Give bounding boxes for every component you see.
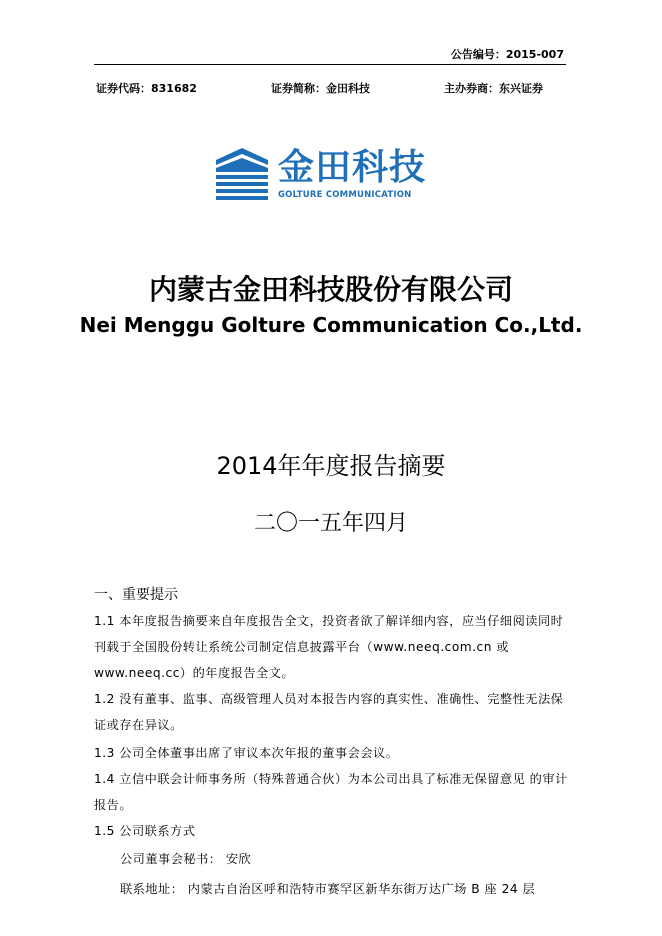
sponsor-broker: 主办券商：东兴证券 [444,82,543,95]
company-name-chinese: 内蒙古金田科技股份有限公司 [148,273,513,306]
announcement-number: 公告编号：2015-007 [450,48,564,61]
company-logo [214,146,427,206]
notice-item: 1.2 没有董事、监事、高级管理人员对本报告内容的真实性、准确性、完整性无法保证或存在异议。 [94,692,564,732]
report-date: 二〇一五年四月 [253,511,408,536]
logo-english-text: GOLTURE COMMUNICATION [278,190,412,200]
notice-item: 1.5 公司联系方式 [94,824,196,838]
contact-secretary: 公司董事会秘书： 安欣 [120,852,252,866]
contact-address: 联系地址： 内蒙古自治区呼和浩特市赛罕区新华东街万达广场 B 座 24 层 [120,882,536,896]
notice-item: 1.4 立信中联会计师事务所（特殊普通合伙）为本公司出具了标准无保留意见 的审计报告。 [94,772,568,812]
section-heading: 一、重要提示 [94,587,178,603]
stock-code: 证券代码：831682 [96,82,197,95]
building-logo-icon [214,146,270,202]
notice-item: 1.3 公司全体董事出席了审议本次年报的董事会会议。 [94,746,399,760]
company-name-english: Nei Menggu Golture Communication Co.,Ltd. [79,313,583,337]
stock-abbreviation: 证券简称：金田科技 [271,82,370,95]
logo-chinese-text: 金田科技 [278,147,427,188]
header-divider [94,64,566,65]
notice-item: 1.1 本年度报告摘要来自年度报告全文，投资者欲了解详细内容，应当仔细阅读同时刊载于全国股份转让系统公司制定信息披露平台（www.neeq.com.cn 或 www.neeq.cc）的年度报告全文。 [94,614,564,680]
report-title: 2014年年度报告摘要 [216,452,446,480]
